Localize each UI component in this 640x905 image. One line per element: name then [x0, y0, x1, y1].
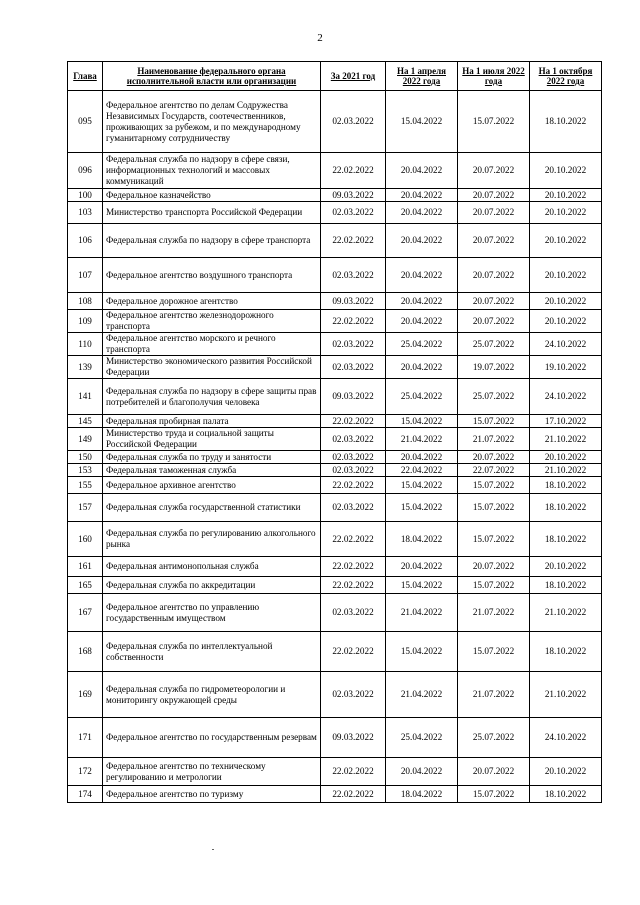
table-row	[68, 224, 602, 258]
cell-name: Федеральное дорожное агентство	[103, 293, 321, 310]
cell-oct: 20.10.2022	[530, 758, 602, 786]
cell-apr: 18.04.2022	[386, 786, 458, 803]
cell-jul: 15.07.2022	[458, 786, 530, 803]
cell-y2021: 22.02.2022	[321, 310, 386, 333]
cell-code: 139	[68, 356, 103, 379]
cell-code: 100	[68, 189, 103, 202]
cell-oct: 21.10.2022	[530, 594, 602, 632]
cell-jul: 20.07.2022	[458, 310, 530, 333]
cell-jul: 25.07.2022	[458, 718, 530, 758]
cell-oct: 24.10.2022	[530, 718, 602, 758]
cell-jul: 15.07.2022	[458, 415, 530, 428]
cell-jul: 19.07.2022	[458, 356, 530, 379]
cell-y2021: 22.02.2022	[321, 415, 386, 428]
cell-y2021: 22.02.2022	[321, 477, 386, 494]
cell-jul: 20.07.2022	[458, 202, 530, 224]
cell-oct: 18.10.2022	[530, 91, 602, 153]
cell-jul: 20.07.2022	[458, 557, 530, 577]
cell-jul: 15.07.2022	[458, 577, 530, 594]
cell-jul: 20.07.2022	[458, 758, 530, 786]
cell-y2021: 02.03.2022	[321, 451, 386, 464]
cell-name: Федеральная служба по регулированию алкогольного рынка	[103, 522, 321, 557]
cell-jul: 25.07.2022	[458, 333, 530, 356]
cell-code: 153	[68, 464, 103, 477]
cell-name: Министерство экономического развития Российской Федерации	[103, 356, 321, 379]
cell-jul: 22.07.2022	[458, 464, 530, 477]
table-row	[68, 189, 602, 202]
table-row	[68, 258, 602, 293]
header-october: На 1 октября 2022 года	[530, 62, 602, 91]
cell-name: Федеральное агентство по делам Содружества Независимых Государств, соотечественников, проживающих за рубежом, и по международному гуманитарному сотрудничеству	[103, 91, 321, 153]
cell-y2021: 09.03.2022	[321, 718, 386, 758]
cell-jul: 20.07.2022	[458, 189, 530, 202]
cell-code: 108	[68, 293, 103, 310]
cell-apr: 15.04.2022	[386, 632, 458, 672]
cell-y2021: 02.03.2022	[321, 91, 386, 153]
table-row	[68, 786, 602, 803]
cell-name: Федеральная служба по интеллектуальной собственности	[103, 632, 321, 672]
cell-y2021: 22.02.2022	[321, 632, 386, 672]
header-april: На 1 апреля 2022 года	[386, 62, 458, 91]
cell-name: Федеральная служба по надзору в сфере транспорта	[103, 224, 321, 258]
cell-oct: 21.10.2022	[530, 672, 602, 718]
cell-apr: 25.04.2022	[386, 379, 458, 415]
cell-oct: 20.10.2022	[530, 189, 602, 202]
cell-code: 103	[68, 202, 103, 224]
cell-name: Федеральное агентство по туризму	[103, 786, 321, 803]
table-row	[68, 428, 602, 451]
table-body	[68, 91, 602, 803]
reporting-deadlines-table	[67, 61, 602, 803]
cell-code: 167	[68, 594, 103, 632]
cell-apr: 20.04.2022	[386, 557, 458, 577]
cell-apr: 25.04.2022	[386, 333, 458, 356]
cell-code: 150	[68, 451, 103, 464]
page-number: 2	[317, 32, 323, 44]
cell-y2021: 02.03.2022	[321, 258, 386, 293]
cell-code: 157	[68, 494, 103, 522]
cell-code: 160	[68, 522, 103, 557]
cell-name: Федеральное агентство воздушного транспорта	[103, 258, 321, 293]
cell-oct: 17.10.2022	[530, 415, 602, 428]
table-row	[68, 451, 602, 464]
cell-oct: 21.10.2022	[530, 428, 602, 451]
cell-name: Министерство транспорта Российской Федерации	[103, 202, 321, 224]
cell-apr: 20.04.2022	[386, 451, 458, 464]
cell-apr: 20.04.2022	[386, 310, 458, 333]
cell-code: 095	[68, 91, 103, 153]
cell-code: 169	[68, 672, 103, 718]
cell-code: 107	[68, 258, 103, 293]
table-header-row	[68, 62, 602, 91]
cell-y2021: 02.03.2022	[321, 333, 386, 356]
cell-code: 174	[68, 786, 103, 803]
cell-name: Федеральная служба государственной статистики	[103, 494, 321, 522]
table-row	[68, 477, 602, 494]
cell-apr: 20.04.2022	[386, 758, 458, 786]
header-july: На 1 июля 2022 года	[458, 62, 530, 91]
table-row	[68, 415, 602, 428]
table-row	[68, 293, 602, 310]
cell-apr: 20.04.2022	[386, 202, 458, 224]
cell-code: 145	[68, 415, 103, 428]
cell-jul: 20.07.2022	[458, 293, 530, 310]
cell-code: 161	[68, 557, 103, 577]
cell-code: 109	[68, 310, 103, 333]
cell-oct: 20.10.2022	[530, 293, 602, 310]
cell-name: Федеральное агентство морского и речного транспорта	[103, 333, 321, 356]
cell-y2021: 22.02.2022	[321, 557, 386, 577]
cell-code: 110	[68, 333, 103, 356]
cell-oct: 18.10.2022	[530, 577, 602, 594]
cell-oct: 18.10.2022	[530, 494, 602, 522]
cell-apr: 15.04.2022	[386, 91, 458, 153]
cell-y2021: 02.03.2022	[321, 356, 386, 379]
cell-y2021: 02.03.2022	[321, 464, 386, 477]
cell-y2021: 02.03.2022	[321, 494, 386, 522]
cell-name: Федеральная служба по надзору в сфере защиты прав потребителей и благополучия человека	[103, 379, 321, 415]
table-row	[68, 333, 602, 356]
cell-name: Федеральное архивное агентство	[103, 477, 321, 494]
cell-jul: 20.07.2022	[458, 451, 530, 464]
cell-apr: 15.04.2022	[386, 494, 458, 522]
cell-name: Федеральная служба по аккредитации	[103, 577, 321, 594]
cell-apr: 20.04.2022	[386, 189, 458, 202]
cell-oct: 20.10.2022	[530, 310, 602, 333]
cell-oct: 18.10.2022	[530, 632, 602, 672]
cell-oct: 21.10.2022	[530, 464, 602, 477]
cell-name: Федеральная служба по надзору в сфере связи, информационных технологий и массовых коммуникаций	[103, 153, 321, 189]
cell-name: Федеральное агентство железнодорожного транспорта	[103, 310, 321, 333]
cell-name: Федеральное агентство по управлению государственным имуществом	[103, 594, 321, 632]
cell-jul: 21.07.2022	[458, 594, 530, 632]
table-row	[68, 494, 602, 522]
cell-jul: 15.07.2022	[458, 522, 530, 557]
cell-oct: 20.10.2022	[530, 451, 602, 464]
cell-y2021: 02.03.2022	[321, 202, 386, 224]
cell-code: 106	[68, 224, 103, 258]
cell-jul: 21.07.2022	[458, 428, 530, 451]
table-row	[68, 356, 602, 379]
cell-apr: 21.04.2022	[386, 672, 458, 718]
cell-name: Федеральная пробирная палата	[103, 415, 321, 428]
cell-code: 149	[68, 428, 103, 451]
cell-oct: 24.10.2022	[530, 379, 602, 415]
cell-apr: 20.04.2022	[386, 224, 458, 258]
cell-name: Федеральная антимонопольная служба	[103, 557, 321, 577]
table-row	[68, 758, 602, 786]
scan-speck	[212, 849, 214, 850]
cell-oct: 19.10.2022	[530, 356, 602, 379]
cell-apr: 20.04.2022	[386, 356, 458, 379]
header-2021: За 2021 год	[321, 62, 386, 91]
cell-code: 171	[68, 718, 103, 758]
cell-apr: 18.04.2022	[386, 522, 458, 557]
cell-y2021: 22.02.2022	[321, 522, 386, 557]
cell-jul: 15.07.2022	[458, 477, 530, 494]
cell-apr: 15.04.2022	[386, 477, 458, 494]
cell-y2021: 22.02.2022	[321, 153, 386, 189]
header-chapter: Глава	[68, 62, 103, 91]
cell-jul: 15.07.2022	[458, 91, 530, 153]
cell-name: Федеральная таможенная служба	[103, 464, 321, 477]
cell-name: Федеральная служба по труду и занятости	[103, 451, 321, 464]
header-name: Наименование федерального органа исполнительной власти или организации	[103, 62, 321, 91]
table-row	[68, 464, 602, 477]
table-row	[68, 522, 602, 557]
cell-apr: 20.04.2022	[386, 258, 458, 293]
cell-name: Федеральное казначейство	[103, 189, 321, 202]
cell-y2021: 22.02.2022	[321, 786, 386, 803]
cell-name: Федеральная служба по гидрометеорологии и мониторингу окружающей среды	[103, 672, 321, 718]
cell-name: Федеральное агентство по государственным резервам	[103, 718, 321, 758]
cell-y2021: 09.03.2022	[321, 189, 386, 202]
table-row	[68, 632, 602, 672]
table-row	[68, 202, 602, 224]
cell-code: 096	[68, 153, 103, 189]
cell-oct: 20.10.2022	[530, 153, 602, 189]
table-row	[68, 557, 602, 577]
cell-code: 165	[68, 577, 103, 594]
cell-name: Министерство труда и социальной защиты Российской Федерации	[103, 428, 321, 451]
cell-oct: 18.10.2022	[530, 477, 602, 494]
table-row	[68, 153, 602, 189]
cell-jul: 15.07.2022	[458, 632, 530, 672]
cell-oct: 20.10.2022	[530, 258, 602, 293]
cell-apr: 21.04.2022	[386, 594, 458, 632]
cell-jul: 25.07.2022	[458, 379, 530, 415]
cell-y2021: 02.03.2022	[321, 672, 386, 718]
cell-y2021: 22.02.2022	[321, 577, 386, 594]
table-row	[68, 718, 602, 758]
cell-apr: 22.04.2022	[386, 464, 458, 477]
cell-apr: 21.04.2022	[386, 428, 458, 451]
cell-oct: 18.10.2022	[530, 786, 602, 803]
cell-apr: 20.04.2022	[386, 153, 458, 189]
cell-y2021: 22.02.2022	[321, 758, 386, 786]
cell-jul: 20.07.2022	[458, 224, 530, 258]
cell-name: Федеральное агентство по техническому регулированию и метрологии	[103, 758, 321, 786]
cell-y2021: 02.03.2022	[321, 594, 386, 632]
cell-apr: 25.04.2022	[386, 718, 458, 758]
cell-code: 155	[68, 477, 103, 494]
cell-y2021: 22.02.2022	[321, 224, 386, 258]
table-row	[68, 594, 602, 632]
table-row	[68, 672, 602, 718]
table-row	[68, 91, 602, 153]
cell-code: 141	[68, 379, 103, 415]
cell-y2021: 02.03.2022	[321, 428, 386, 451]
table-row	[68, 577, 602, 594]
cell-oct: 24.10.2022	[530, 333, 602, 356]
cell-apr: 20.04.2022	[386, 293, 458, 310]
table-row	[68, 310, 602, 333]
table-row	[68, 379, 602, 415]
cell-apr: 15.04.2022	[386, 415, 458, 428]
cell-jul: 21.07.2022	[458, 672, 530, 718]
cell-jul: 20.07.2022	[458, 153, 530, 189]
cell-jul: 15.07.2022	[458, 494, 530, 522]
cell-code: 168	[68, 632, 103, 672]
cell-oct: 20.10.2022	[530, 557, 602, 577]
cell-oct: 20.10.2022	[530, 224, 602, 258]
cell-y2021: 09.03.2022	[321, 293, 386, 310]
cell-y2021: 09.03.2022	[321, 379, 386, 415]
cell-oct: 20.10.2022	[530, 202, 602, 224]
cell-oct: 18.10.2022	[530, 522, 602, 557]
cell-apr: 15.04.2022	[386, 577, 458, 594]
cell-code: 172	[68, 758, 103, 786]
cell-jul: 20.07.2022	[458, 258, 530, 293]
